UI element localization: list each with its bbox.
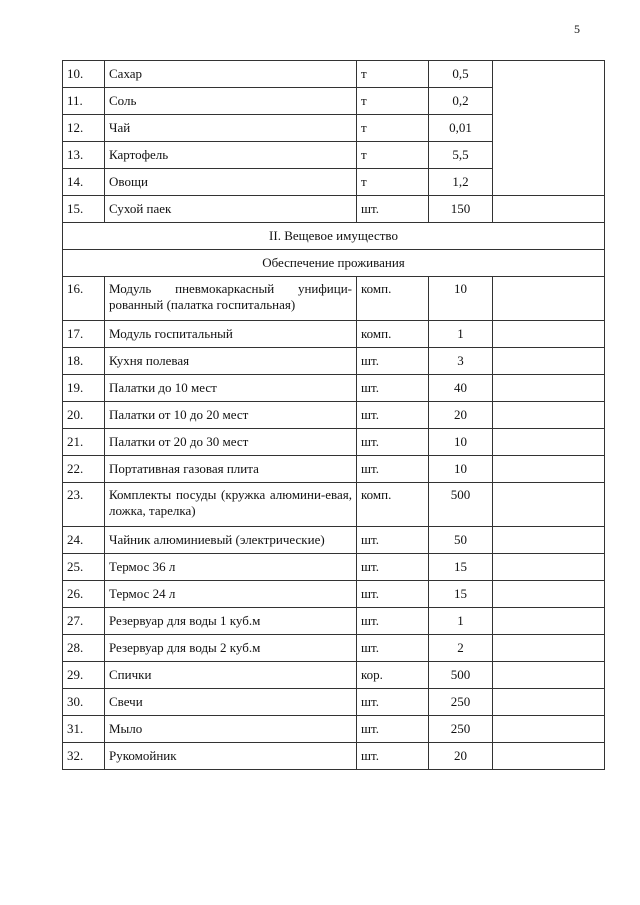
- item-unit: шт.: [357, 196, 429, 223]
- note-cell: [493, 743, 605, 770]
- table-row: [63, 743, 605, 770]
- item-quantity: 250: [429, 689, 493, 716]
- item-quantity: 0,2: [429, 88, 493, 115]
- table-row: [63, 554, 605, 581]
- item-quantity: 10: [429, 456, 493, 483]
- item-name: Комплекты посуды (кружка алюмини-евая, ложка, тарелка): [105, 483, 357, 527]
- row-number: 28.: [63, 635, 105, 662]
- item-name: Картофель: [105, 142, 357, 169]
- note-cell: [493, 635, 605, 662]
- note-cell: [493, 277, 605, 321]
- item-name: Спички: [105, 662, 357, 689]
- supply-table: [62, 60, 605, 770]
- note-cell: [493, 689, 605, 716]
- note-cell: [493, 402, 605, 429]
- item-unit: т: [357, 115, 429, 142]
- item-quantity: 150: [429, 196, 493, 223]
- item-quantity: 0,5: [429, 61, 493, 88]
- row-number: 18.: [63, 348, 105, 375]
- subsection-title: Обеспечение проживания: [63, 250, 605, 277]
- item-quantity: 1: [429, 321, 493, 348]
- item-name: Термос 36 л: [105, 554, 357, 581]
- item-unit: т: [357, 142, 429, 169]
- item-name: Чай: [105, 115, 357, 142]
- item-quantity: 1,2: [429, 169, 493, 196]
- row-number: 30.: [63, 689, 105, 716]
- table-row: [63, 61, 605, 88]
- item-unit: шт.: [357, 743, 429, 770]
- row-number: 15.: [63, 196, 105, 223]
- note-cell: [493, 61, 605, 196]
- item-quantity: 0,01: [429, 115, 493, 142]
- item-name: Чайник алюминиевый (электрические): [105, 527, 357, 554]
- item-quantity: 2: [429, 635, 493, 662]
- item-name: Резервуар для воды 1 куб.м: [105, 608, 357, 635]
- item-name: Модуль пневмокаркасный унифици-рованный (палатка госпитальная): [105, 277, 357, 321]
- table-row: [63, 662, 605, 689]
- item-unit: шт.: [357, 348, 429, 375]
- item-quantity: 15: [429, 554, 493, 581]
- item-unit: шт.: [357, 581, 429, 608]
- table-row: [63, 483, 605, 527]
- table-row: [63, 456, 605, 483]
- note-cell: [493, 348, 605, 375]
- section-title: II. Вещевое имущество: [63, 223, 605, 250]
- item-unit: шт.: [357, 527, 429, 554]
- row-number: 11.: [63, 88, 105, 115]
- item-unit: шт.: [357, 456, 429, 483]
- item-unit: комп.: [357, 277, 429, 321]
- item-quantity: 1: [429, 608, 493, 635]
- item-name: Резервуар для воды 2 куб.м: [105, 635, 357, 662]
- row-number: 32.: [63, 743, 105, 770]
- item-unit: шт.: [357, 608, 429, 635]
- item-quantity: 20: [429, 402, 493, 429]
- row-number: 31.: [63, 716, 105, 743]
- item-name: Кухня полевая: [105, 348, 357, 375]
- note-cell: [493, 527, 605, 554]
- row-number: 24.: [63, 527, 105, 554]
- item-quantity: 500: [429, 662, 493, 689]
- table-row: [63, 429, 605, 456]
- item-unit: шт.: [357, 716, 429, 743]
- table-row: [63, 608, 605, 635]
- item-quantity: 15: [429, 581, 493, 608]
- note-cell: [493, 716, 605, 743]
- item-unit: комп.: [357, 321, 429, 348]
- item-quantity: 10: [429, 277, 493, 321]
- note-cell: [493, 483, 605, 527]
- row-number: 20.: [63, 402, 105, 429]
- item-quantity: 500: [429, 483, 493, 527]
- item-name: Овощи: [105, 169, 357, 196]
- note-cell: [493, 375, 605, 402]
- item-name: Рукомойник: [105, 743, 357, 770]
- row-number: 16.: [63, 277, 105, 321]
- row-number: 23.: [63, 483, 105, 527]
- page-number: 5: [574, 22, 580, 36]
- table-row: [63, 716, 605, 743]
- table-row: [63, 277, 605, 321]
- item-quantity: 40: [429, 375, 493, 402]
- item-name: Палатки от 10 до 20 мест: [105, 402, 357, 429]
- item-name: Термос 24 л: [105, 581, 357, 608]
- table-row: [63, 402, 605, 429]
- item-unit: т: [357, 61, 429, 88]
- row-number: 21.: [63, 429, 105, 456]
- row-number: 13.: [63, 142, 105, 169]
- item-name: Соль: [105, 88, 357, 115]
- item-unit: комп.: [357, 483, 429, 527]
- item-quantity: 3: [429, 348, 493, 375]
- row-number: 19.: [63, 375, 105, 402]
- table-row: [63, 196, 605, 223]
- subsection-row: [63, 250, 605, 277]
- item-unit: шт.: [357, 554, 429, 581]
- item-quantity: 20: [429, 743, 493, 770]
- item-name: Портативная газовая плита: [105, 456, 357, 483]
- row-number: 10.: [63, 61, 105, 88]
- row-number: 26.: [63, 581, 105, 608]
- row-number: 14.: [63, 169, 105, 196]
- item-unit: шт.: [357, 635, 429, 662]
- table-row: [63, 581, 605, 608]
- item-unit: т: [357, 169, 429, 196]
- item-unit: шт.: [357, 402, 429, 429]
- item-name: Палатки от 20 до 30 мест: [105, 429, 357, 456]
- note-cell: [493, 608, 605, 635]
- table-row: [63, 348, 605, 375]
- row-number: 25.: [63, 554, 105, 581]
- item-name: Сухой паек: [105, 196, 357, 223]
- table-row: [63, 375, 605, 402]
- item-name: Свечи: [105, 689, 357, 716]
- note-cell: [493, 581, 605, 608]
- item-unit: шт.: [357, 689, 429, 716]
- note-cell: [493, 554, 605, 581]
- item-quantity: 10: [429, 429, 493, 456]
- item-name: Сахар: [105, 61, 357, 88]
- note-cell: [493, 456, 605, 483]
- item-unit: шт.: [357, 429, 429, 456]
- item-name: Палатки до 10 мест: [105, 375, 357, 402]
- item-quantity: 250: [429, 716, 493, 743]
- item-name: Мыло: [105, 716, 357, 743]
- row-number: 17.: [63, 321, 105, 348]
- item-unit: шт.: [357, 375, 429, 402]
- note-cell: [493, 321, 605, 348]
- row-number: 27.: [63, 608, 105, 635]
- item-quantity: 5,5: [429, 142, 493, 169]
- table-row: [63, 527, 605, 554]
- table-row: [63, 689, 605, 716]
- note-cell: [493, 196, 605, 223]
- item-name: Модуль госпитальный: [105, 321, 357, 348]
- item-unit: т: [357, 88, 429, 115]
- row-number: 29.: [63, 662, 105, 689]
- table-row: [63, 321, 605, 348]
- item-unit: кор.: [357, 662, 429, 689]
- row-number: 22.: [63, 456, 105, 483]
- note-cell: [493, 662, 605, 689]
- note-cell: [493, 429, 605, 456]
- row-number: 12.: [63, 115, 105, 142]
- item-quantity: 50: [429, 527, 493, 554]
- table-row: [63, 635, 605, 662]
- section-row: [63, 223, 605, 250]
